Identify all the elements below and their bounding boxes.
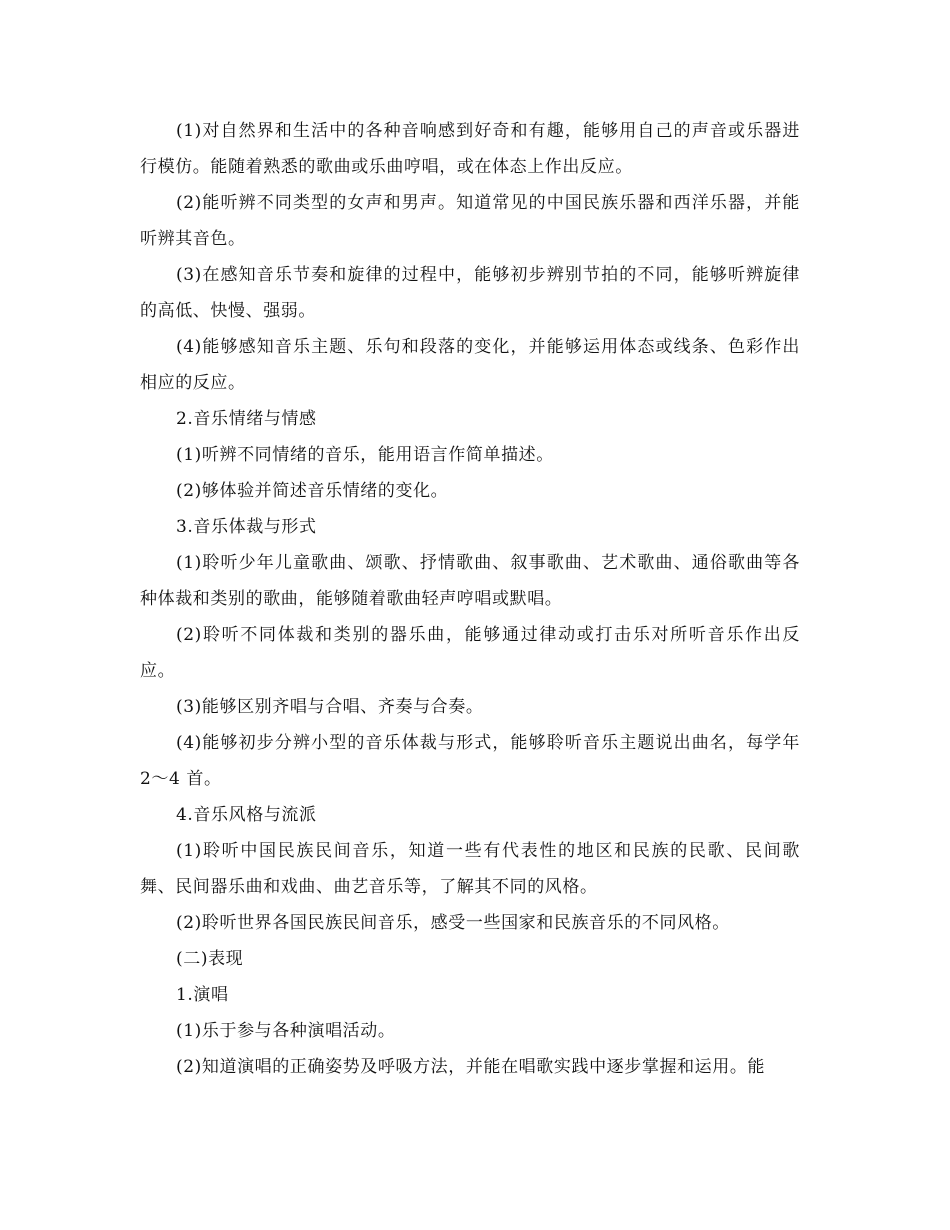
paragraph: (1)聆听少年儿童歌曲、颂歌、抒情歌曲、叙事歌曲、艺术歌曲、通俗歌曲等各种体裁和类别的歌曲，能够随着歌曲轻声哼唱或默唱。 — [140, 553, 800, 609]
section-heading: 2.音乐情绪与情感 — [176, 409, 317, 429]
paragraph: (2)能听辨不同类型的女声和男声。知道常见的中国民族乐器和西洋乐器，并能听辨其音色。 — [140, 193, 800, 249]
section-heading: 3.音乐体裁与形式 — [176, 517, 317, 537]
paragraph: (4)能够初步分辨小型的音乐体裁与形式，能够聆听音乐主题说出曲名，每学年 2～4 首。 — [140, 733, 800, 789]
paragraph: (2)够体验并简述音乐情绪的变化。 — [176, 481, 449, 501]
paragraph: (2)知道演唱的正确姿势及呼吸方法，并能在唱歌实践中逐步掌握和运用。能 — [176, 1057, 766, 1077]
section-heading: (二)表现 — [176, 949, 244, 969]
paragraph: (1)听辨不同情绪的音乐，能用语言作简单描述。 — [176, 445, 554, 465]
paragraph: (2)聆听不同体裁和类别的器乐曲，能够通过律动或打击乐对所听音乐作出反应。 — [140, 625, 800, 681]
paragraph: (2)聆听世界各国民族民间音乐，感受一些国家和民族音乐的不同风格。 — [176, 913, 730, 933]
paragraph: (1)聆听中国民族民间音乐，知道一些有代表性的地区和民族的民歌、民间歌舞、民间器乐曲和戏曲、曲艺音乐等，了解其不同的风格。 — [140, 841, 800, 897]
paragraph: (1)乐于参与各种演唱活动。 — [176, 1021, 396, 1041]
section-heading: 4.音乐风格与流派 — [176, 805, 317, 825]
section-heading: 1.演唱 — [176, 985, 229, 1005]
paragraph: (3)能够区别齐唱与合唱、齐奏与合奏。 — [176, 697, 484, 717]
paragraph: (1)对自然界和生活中的各种音响感到好奇和有趣，能够用自己的声音或乐器进行模仿。能随着熟悉的歌曲或乐曲哼唱，或在体态上作出反应。 — [140, 121, 800, 177]
paragraph: (3)在感知音乐节奏和旋律的过程中，能够初步辨别节拍的不同，能够听辨旋律的高低、快慢、强弱。 — [140, 265, 800, 321]
document-body — [140, 113, 800, 1085]
paragraph: (4)能够感知音乐主题、乐句和段落的变化，并能够运用体态或线条、色彩作出相应的反应。 — [140, 337, 800, 393]
